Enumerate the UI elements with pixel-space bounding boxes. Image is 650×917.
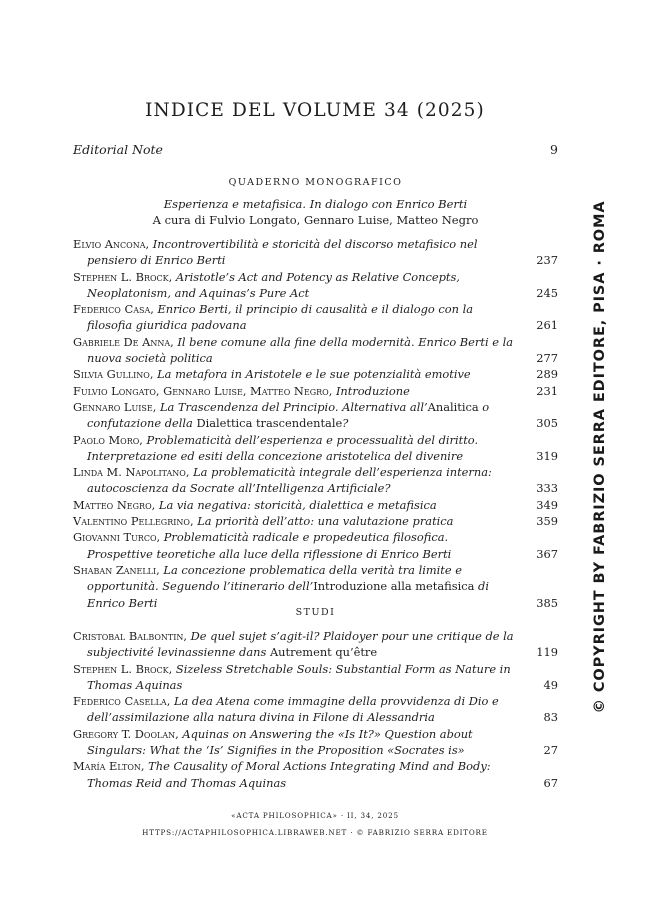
- entry-author: Shaban Zanelli: [73, 562, 157, 577]
- entry-author: Federico Casella: [73, 694, 167, 709]
- entry-title-part: Introduzione: [335, 383, 410, 398]
- page-number: 9: [550, 142, 558, 157]
- entry-text: Gennaro Luise, La Trascendenza del Principio. Alternativa all’Analitica o confutazione della Dialettica trascendentale?: [73, 399, 490, 431]
- entry-title-part: La via negativa: storicità, dialettica e metafisica: [158, 497, 437, 512]
- monographic-subtitle: [73, 196, 558, 228]
- page-number: 83: [543, 710, 558, 725]
- page-number: 261: [536, 318, 558, 333]
- page-number: 333: [536, 481, 558, 496]
- entry-title: [197, 514, 453, 528]
- toc-entry[interactable]: [73, 334, 558, 367]
- toc-entry[interactable]: [73, 301, 558, 334]
- editorial-note-entry[interactable]: [73, 142, 558, 157]
- entry-text: Gregory T. Doolan, Aquinas on Answering the «Is It?» Question about Singulars: What the ‘Is’ Signifies in the Proposition «Socrates is»: [73, 726, 473, 758]
- page-number: 319: [536, 448, 558, 463]
- page-title: INDICE DEL VOLUME 34 (2025): [145, 100, 485, 121]
- entry-text: Matteo Negro, La via negativa: storicità, dialettica e metafisica: [73, 497, 437, 512]
- entry-text: Stephen L. Brock, Aristotle’s Act and Potency as Relative Concepts, Neoplatonism, and Aquinas’s Pure Act: [73, 269, 460, 300]
- entry-title-part: Aquinas on Answering the «Is It?» Question about Singulars: What the ‘Is’ Signifies in the Proposition «Socrates is»: [87, 726, 473, 758]
- monographic-entries: [73, 236, 558, 611]
- entry-title-part: Sizeless Stretchable Souls: Substantial Form as Nature in Thomas Aquinas: [87, 661, 511, 692]
- entry-author: Valentino Pellegrino: [73, 514, 190, 529]
- toc-entry[interactable]: [73, 497, 558, 513]
- entry-text: Shaban Zanelli, La concezione problematica della verità tra limite e opportunità. Seguendo l’itinerario dell’Introduzione alla metafisica di Enrico Berti: [73, 562, 489, 610]
- entry-title-part: La Trascendenza del Principio. Alternativa all’: [159, 399, 428, 414]
- toc-entry[interactable]: [73, 628, 558, 661]
- entry-author: Paolo Moro: [73, 432, 140, 447]
- page-number: 349: [536, 497, 558, 512]
- page-number: 359: [536, 514, 558, 529]
- page-number: 367: [536, 546, 558, 561]
- page-number: 49: [543, 677, 558, 692]
- entry-title-roman: Autrement qu’être: [269, 645, 378, 660]
- toc-entry[interactable]: [73, 661, 558, 694]
- studi-entries: [73, 628, 558, 791]
- toc-entry[interactable]: [73, 236, 558, 269]
- toc-entry[interactable]: [73, 562, 558, 611]
- section-heading-studi: STUDI: [295, 607, 336, 618]
- entry-text: Gabriele De Anna, Il bene comune alla fine della modernità. Enrico Berti e la nuova società politica: [73, 334, 514, 366]
- toc-entry[interactable]: [73, 383, 558, 399]
- entry-author: María Elton: [73, 759, 141, 774]
- toc-entry[interactable]: [73, 529, 558, 562]
- entry-author: Gabriele De Anna: [73, 334, 171, 349]
- page-number: 231: [536, 383, 558, 398]
- entry-title-part: De quel sujet s’agit-il? Plaidoyer pour une critique de la subjectivité levinassienne dans: [87, 629, 514, 660]
- entry-text: Stephen L. Brock, Sizeless Stretchable Souls: Substantial Form as Nature in Thomas Aquinas: [73, 661, 511, 692]
- entry-author: Silvia Gullino: [73, 367, 150, 382]
- footer-url: HTTPS://ACTAPHILOSOPHICA.LIBRAWEB.NET · © FABRIZIO SERRA EDITORE: [142, 828, 488, 837]
- page-number: 237: [536, 253, 558, 268]
- entry-text: Federico Casa, Enrico Berti, il principio di causalità e il dialogo con la filosofia giuridica padovana: [73, 302, 474, 333]
- toc-entry[interactable]: [73, 464, 558, 497]
- entry-author: Stephen L. Brock: [73, 269, 169, 284]
- entry-text: Valentino Pellegrino, La priorità dell’atto: una valutazione pratica: [73, 514, 454, 529]
- entry-text: Linda M. Napolitano, La problematicità integrale dell’esperienza interna: autocoscienza da Socrate all’Intelligenza Artificiale?: [73, 465, 492, 496]
- entry-author: Federico Casa: [73, 302, 151, 317]
- entry-text: Giovanni Turco, Problematicità radicale e propedeutica filosofica. Prospettive teoretiche alla luce della riflessione di Enrico Berti: [73, 530, 452, 561]
- entry-author: Gennaro Luise: [73, 399, 153, 414]
- entry-title-part: La dea Atena come immagine della provvidenza di Dio e dell’assimilazione alla natura divina in Filone di Alessandria: [87, 694, 499, 725]
- toc-entry[interactable]: [73, 399, 558, 432]
- entry-title-roman: Dialettica trascendentale: [196, 416, 343, 431]
- toc-entry[interactable]: [73, 513, 558, 529]
- entry-text: Federico Casella, La dea Atena come immagine della provvidenza di Dio e dell’assimilazione alla natura divina in Filone di Alessandria: [73, 694, 499, 725]
- monographic-editors: A cura di Fulvio Longato, Gennaro Luise, Matteo Negro: [152, 213, 479, 227]
- entry-title-part: La metafora in Aristotele e le sue potenzialità emotive: [157, 367, 471, 382]
- toc-entry[interactable]: [73, 726, 558, 759]
- entry-title: [157, 367, 471, 381]
- entry-text: Paolo Moro, Problematicità dell’esperienza e processualità del diritto. Interpretazione ed esiti della concezione aristotelica del divenire: [73, 432, 479, 463]
- page-number: 245: [536, 285, 558, 300]
- page-number: 67: [543, 775, 558, 790]
- entry-title-roman: Analitica: [427, 399, 479, 414]
- page-number: 277: [536, 351, 558, 366]
- entry-author: Stephen L. Brock: [73, 661, 169, 676]
- entry-title: [159, 498, 437, 512]
- editorial-note-label: Editorial Note: [73, 142, 163, 157]
- page-number: 385: [536, 595, 558, 610]
- section-heading-monographic: QUADERNO MONOGRAFICO: [228, 177, 403, 188]
- entry-author: Fulvio Longato, Gennaro Luise, Matteo Negro: [73, 383, 329, 398]
- entry-title-part: Problematicità dell’esperienza e processualità del diritto. Interpretazione ed esiti della concezione aristotelica del divenire: [87, 432, 479, 463]
- toc-entry[interactable]: [73, 693, 558, 726]
- entry-author: Elvio Ancona: [73, 237, 146, 251]
- entry-author: Matteo Negro: [73, 497, 152, 512]
- page-number: 289: [536, 367, 558, 382]
- monographic-theme: Esperienza e metafisica. In dialogo con Enrico Berti: [163, 197, 468, 211]
- copyright-text: © COPYRIGHT BY FABRIZIO SERRA EDITORE, PISA · ROMA: [592, 200, 608, 714]
- entry-title-part: Il bene comune alla fine della modernità. Enrico Berti e la nuova società politica: [87, 334, 514, 366]
- entry-title-part: The Causality of Moral Actions Integrating Mind and Body: Thomas Reid and Thomas Aquinas: [87, 759, 491, 790]
- toc-entry[interactable]: [73, 366, 558, 382]
- entry-title-part: Problematicità radicale e propedeutica filosofica. Prospettive teoretiche alla luce della riflessione di Enrico Berti: [87, 530, 452, 561]
- toc-entry[interactable]: [73, 758, 558, 791]
- entry-text: Silvia Gullino, La metafora in Aristotele e le sue potenzialità emotive: [73, 367, 471, 382]
- entry-author: Linda M. Napolitano: [73, 465, 186, 480]
- page-number: 119: [536, 645, 558, 660]
- page-number: 27: [543, 743, 558, 758]
- toc-entry[interactable]: [73, 269, 558, 302]
- entry-title-part: di Enrico Berti: [87, 579, 489, 610]
- entry-title-part: La problematicità integrale dell’esperienza interna: autocoscienza da Socrate all’Intelligenza Artificiale?: [87, 465, 492, 496]
- entry-author: Gregory T. Doolan: [73, 726, 176, 741]
- entry-author: Cristobal Balbontin: [73, 629, 184, 643]
- toc-entry[interactable]: [73, 432, 558, 465]
- entry-title-part: La priorità dell’atto: una valutazione pratica: [197, 514, 454, 529]
- entry-title-part: ?: [342, 416, 349, 431]
- entry-title: [87, 237, 477, 267]
- entry-title-roman: Introduzione alla metafisica: [313, 579, 475, 594]
- entry-title-part: Enrico Berti, il principio di causalità e il dialogo con la filosofia giuridica padovana: [87, 302, 474, 333]
- entry-author: Giovanni Turco: [73, 530, 157, 545]
- entry-title: [336, 384, 410, 398]
- entry-title: [87, 433, 478, 463]
- entry-text: Fulvio Longato, Gennaro Luise, Matteo Negro, Introduzione: [73, 383, 410, 398]
- entry-title-part: Aristotle’s Act and Potency as Relative Concepts, Neoplatonism, and Aquinas’s Pure Act: [87, 269, 460, 300]
- entry-title-part: o confutazione della: [87, 399, 490, 431]
- entry-text: Elvio Ancona, Incontrovertibilità e storicità del discorso metafisico nel pensiero di Enrico Berti: [73, 237, 478, 268]
- entry-title: [87, 759, 491, 789]
- page-number: 305: [536, 416, 558, 431]
- entry-text: Cristobal Balbontin, De quel sujet s’agit-il? Plaidoyer pour une critique de la subjectivité levinassienne dans Autrement qu’être: [73, 629, 514, 660]
- entry-title-part: Incontrovertibilità e storicità del discorso metafisico nel pensiero di Enrico Berti: [87, 237, 478, 268]
- entry-title-part: La concezione problematica della verità tra limite e opportunità. Seguendo l’itinerario dell’: [87, 562, 462, 594]
- footer-journal: «ACTA PHILOSOPHICA» · II, 34, 2025: [231, 811, 399, 820]
- entry-text: María Elton, The Causality of Moral Actions Integrating Mind and Body: Thomas Reid and Thomas Aquinas: [73, 759, 491, 790]
